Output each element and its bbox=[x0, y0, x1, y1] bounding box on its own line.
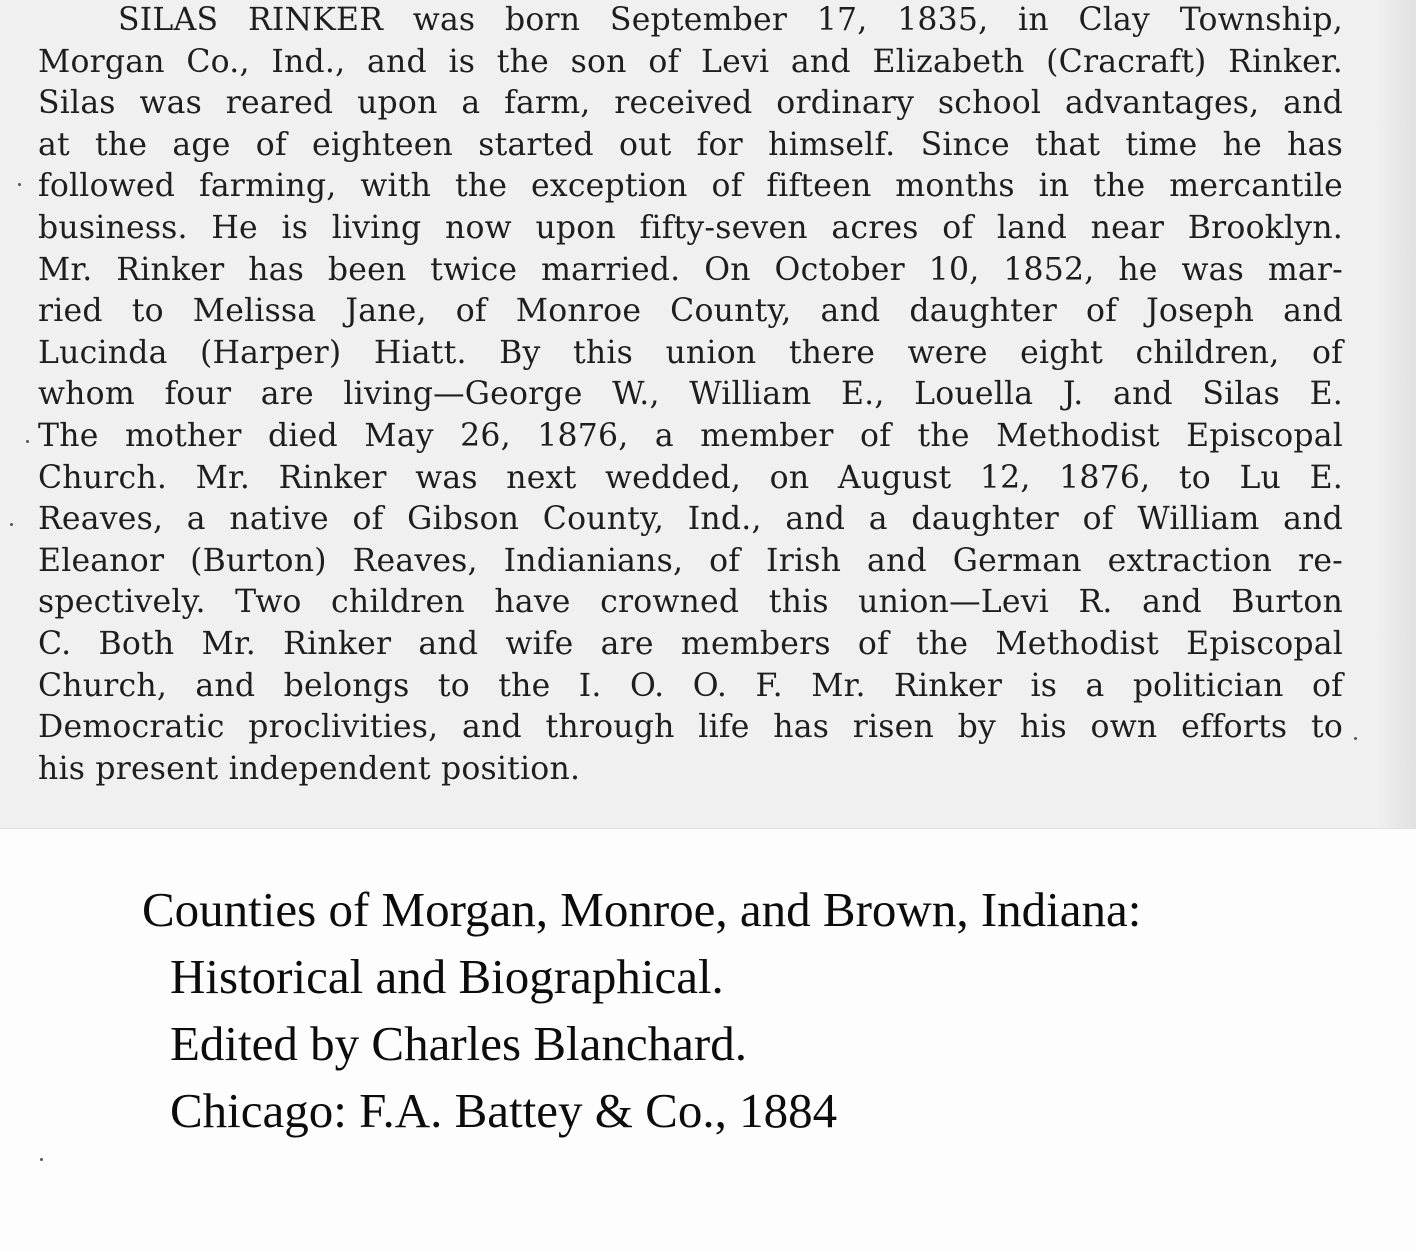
citation-editor: Edited by Charles Blanchard. bbox=[170, 1016, 747, 1071]
biography-line: followed farming, with the exception of fifteen months in the mercantile bbox=[38, 168, 1343, 205]
biography-line: at the age of eighteen started out for himself. Since that time he has bbox=[38, 126, 1343, 163]
biography-line: SILAS RINKER was born September 17, 1835, in Clay Township, bbox=[118, 2, 1343, 38]
biography-line: Church. Mr. Rinker was next wedded, on August 12, 1876, to Lu E. bbox=[38, 459, 1343, 496]
biography-line: Lucinda (Harper) Hiatt. By this union there were eight children, of bbox=[38, 334, 1343, 371]
citation-title: Counties of Morgan, Monroe, and Brown, Indiana: bbox=[142, 882, 1142, 937]
scan-speck bbox=[40, 1158, 43, 1161]
biography-line: ried to Melissa Jane, of Monroe County, and daughter of Joseph and bbox=[38, 293, 1343, 330]
scan-speck bbox=[18, 183, 21, 186]
biography-line: Reaves, a native of Gibson County, Ind., and a daughter of William and bbox=[38, 501, 1343, 538]
scan-speck bbox=[1354, 737, 1357, 740]
biography-line: C. Both Mr. Rinker and wife are members of the Methodist Episcopal bbox=[38, 625, 1343, 662]
biography-line: Silas was reared upon a farm, received ordinary school advantages, and bbox=[38, 85, 1343, 122]
biography-line: Church, and belongs to the I. O. O. F. Mr. Rinker is a politician of bbox=[38, 667, 1343, 704]
biography-line: Democratic proclivities, and through life has risen by his own efforts to bbox=[38, 709, 1343, 746]
scan-speck bbox=[26, 440, 29, 443]
biography-text bbox=[38, 0, 1343, 790]
source-citation bbox=[142, 876, 1141, 1144]
citation-publisher: Chicago: F.A. Battey & Co., 1884 bbox=[170, 1083, 838, 1138]
biography-line: The mother died May 26, 1876, a member of the Methodist Episcopal bbox=[38, 417, 1343, 454]
biography-line: Mr. Rinker has been twice married. On October 10, 1852, he was mar- bbox=[38, 251, 1343, 288]
scan-speck bbox=[10, 523, 13, 526]
citation-subtitle: Historical and Biographical. bbox=[170, 949, 724, 1004]
biography-line: business. He is living now upon fifty-seven acres of land near Brooklyn. bbox=[38, 209, 1343, 246]
biography-line: his present independent position. bbox=[38, 750, 581, 787]
biography-line: whom four are living—George W., William E., Louella J. and Silas E. bbox=[38, 376, 1343, 413]
biography-line: Morgan Co., Ind., and is the son of Levi and Elizabeth (Cracraft) Rinker. bbox=[38, 43, 1343, 80]
biography-line: Eleanor (Burton) Reaves, Indianians, of Irish and German extraction re- bbox=[38, 542, 1343, 579]
biography-line: spectively. Two children have crowned this union—Levi R. and Burton bbox=[38, 584, 1343, 621]
